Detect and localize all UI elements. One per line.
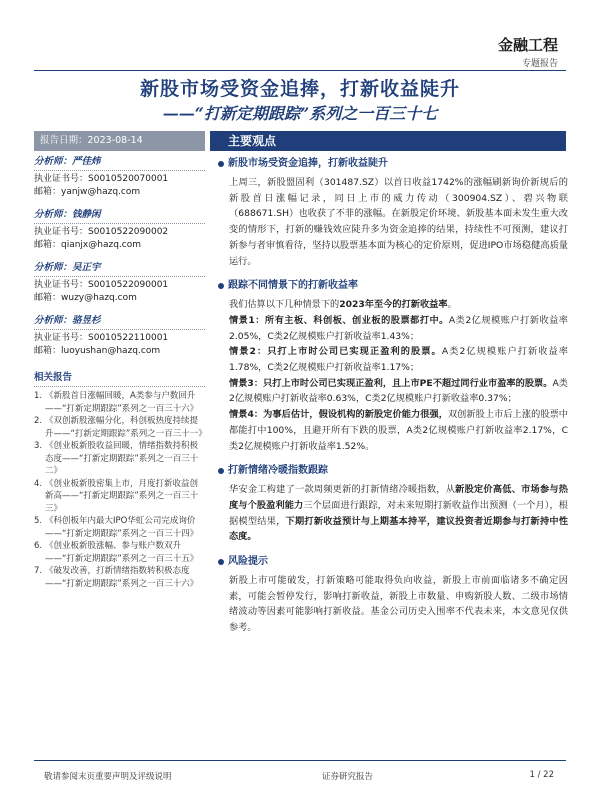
scenario-4 (218, 407, 568, 454)
analyst-card (34, 261, 205, 304)
section-paragraph (218, 482, 568, 545)
para-bold: 新股定价高低、市场参与热度与个股盈利能力 (229, 484, 568, 511)
section-paragraph: 上周三，新股盟固利（301487.SZ）以首日收益1742%的涨幅刷新询价新规后的新股首日涨幅记录，同日上市的威力传动（300904.SZ）、碧兴物联（688671.SH）也收获了不菲的涨幅。在新股定价环境、新股基本面未发生重大改变的情形下，打新的赚钱效应陡升多为资金追捧的结果，持续性不可预测，建议打新参与者审慎看待，坚持以股票基本面为核心的定价原则，促进IPO市场稳健高质量运行。 (229, 177, 568, 267)
section-scenarios (218, 279, 568, 454)
key-views-bar: 主要观点 (210, 131, 566, 151)
analyst-email[interactable]: 邮箱：luoyushan@hazq.com (34, 345, 161, 356)
analyst-name: 分析师：钱静闲 (34, 209, 101, 220)
footer-report-type: 证券研究报告 (322, 772, 374, 782)
scenario-text: 双创新股上市后上涨的股票中都能打中100%，且避开所有下跌的股票，A类2亿规模账户打新收益率2.17%，C类2亿规模账户打新收益率1.52%。 (229, 409, 568, 452)
analyst-divider (34, 329, 205, 330)
footer-page-number: 1 / 22 (529, 770, 554, 780)
section-ipo-market (218, 157, 568, 269)
related-report-num: 5. (34, 516, 43, 526)
report-title: 新股市场受资金追捧，打新收益陡升 (139, 78, 460, 100)
related-report-item[interactable] (34, 565, 205, 590)
analyst-cert: 执业证书号：S0010522090001 (34, 280, 169, 290)
scenario-label: 情景4：为事后估计，假设机构的新股定价能力很强， (229, 409, 448, 421)
analyst-divider (34, 170, 205, 171)
report-subtitle: ——“打新定期跟踪”系列之一百三十七 (162, 104, 438, 123)
analyst-divider (34, 276, 205, 277)
related-report-num: 2. (34, 416, 43, 426)
scenario-label: 情景2：只打上市时公司已实现正盈利的股票。 (229, 346, 442, 358)
related-report-text: 《创业板新股密集上市，月度打新收益创新高——“打新定期跟踪”系列之一百三十三》 (45, 478, 199, 514)
related-report-num: 1. (34, 391, 43, 401)
analyst-email[interactable]: 邮箱：wuzy@hazq.com (34, 292, 137, 303)
related-report-item[interactable] (34, 390, 205, 415)
related-report-item[interactable] (34, 415, 205, 440)
analyst-email[interactable]: 邮箱：qianjx@hazq.com (34, 239, 141, 250)
scenario-text: A类2亿规模账户打新收益率2.05%，C类2亿规模账户打新收益率1.43%； (229, 314, 568, 342)
scenario-2 (218, 344, 568, 375)
scenario-intro (218, 297, 568, 313)
section-heading (218, 464, 568, 478)
section-heading-text: 新股市场受资金追捧，打新收益陡升 (228, 158, 388, 169)
related-reports-title: 相关报告 (34, 372, 73, 383)
section-risk (218, 555, 568, 636)
related-report-text: 《破发改善，打新情绪指数转积极态度——“打新定期跟踪”系列之一百三十六》 (45, 566, 199, 589)
footer-disclaimer: 敬请参阅末页重要声明及评级说明 (44, 772, 172, 782)
section-heading-text: 打新情绪冷暖指数跟踪 (228, 465, 328, 477)
section-heading (218, 157, 568, 171)
section-sentiment-index (218, 464, 568, 545)
analyst-card (34, 208, 205, 251)
related-report-item[interactable] (34, 515, 205, 540)
sidebar (34, 155, 205, 590)
scenario-label: 情景1：所有主板、科创板、创业板的股票都打中。 (229, 314, 449, 326)
para-text: 华安金工构建了一款周频更新的打新情绪冷暖指数，从 (229, 484, 456, 496)
scenario-text: A类2亿规模账户打新收益率0.63%，C类2亿规模账户打新收益率0.37%； (229, 377, 568, 405)
section-heading-text: 风险提示 (228, 556, 268, 568)
related-report-item[interactable] (34, 540, 205, 565)
analyst-cert: 执业证书号：S0010522110001 (34, 333, 169, 343)
section-heading (218, 279, 568, 293)
related-report-text: 《新股首日涨幅回暖，A类参与户数回升——“打新定期跟踪”系列之一百三十六》 (45, 391, 199, 414)
scenario-text: A类2亿规模账户打新收益率1.78%，C类2亿规模账户打新收益率1.17%； (229, 346, 568, 374)
analyst-name: 分析师：吴正宇 (34, 262, 101, 273)
scenario-3 (218, 376, 568, 407)
bullet-icon (218, 559, 224, 565)
report-category: 金融工程 (497, 36, 558, 54)
analyst-name: 分析师：严佳炜 (34, 156, 101, 167)
report-date-bar: 报告日期：2023-08-14 (34, 131, 205, 151)
related-report-num: 3. (34, 441, 43, 451)
scenario-label: 情景3：只打上市时公司已实现正盈利，且上市PE不超过同行业市盈率的股票。 (229, 377, 553, 389)
intro-text: 我们估算以下几种情景下的 (229, 299, 340, 311)
related-report-num: 7. (34, 566, 43, 576)
related-divider (34, 386, 205, 387)
related-report-num: 4. (34, 478, 43, 489)
related-report-text: 《双创新股涨幅分化，科创板热度持续提升——“打新定期跟踪”系列之一百三十一》 (45, 416, 207, 439)
para-text: 三个层面进行跟踪，对未来短期打新收益作出预测（一个月），根据模型结果， (229, 499, 568, 527)
intro-end: 。 (447, 299, 457, 311)
header-divider (34, 70, 566, 71)
analyst-cert: 执业证书号：S0010522090002 (34, 227, 169, 237)
analyst-card (34, 314, 205, 357)
section-paragraph: 新股上市可能破发，打新策略可能取得负向收益，新股上市前面临诸多不确定因素，可能会暂停发行，影响打新收益，新股上市数量、申购新股人数、二级市场情绪波动等因素可能影响打新收益。基金公司历史入围率不代表未来，本文意见仅供参考。 (229, 575, 568, 634)
footer-divider (34, 760, 566, 761)
bullet-icon (218, 283, 224, 289)
bullet-icon (218, 161, 224, 167)
analyst-email[interactable]: 邮箱：yanjw@hazq.com (34, 186, 141, 197)
scenario-1 (218, 313, 568, 344)
section-heading (218, 555, 568, 569)
analyst-card (34, 155, 205, 198)
report-subcategory: 专题报告 (521, 59, 558, 69)
intro-bold: 2023年至今的打新收益率 (339, 299, 448, 311)
main-content (218, 157, 568, 646)
bullet-icon (218, 468, 224, 474)
related-report-text: 《创业板新股涨幅、参与账户数双升——“打新定期跟踪”系列之一百三十五》 (45, 541, 199, 564)
related-report-text: 《科创板年内最大IPO华虹公司完成询价——“打新定期跟踪”系列之一百三十四》 (45, 516, 199, 539)
related-report-item[interactable] (34, 478, 205, 516)
para-bold: 下期打新收益预计与上期基本持平，建议投资者近期参与打新持中性态度。 (229, 515, 569, 543)
analyst-divider (34, 223, 205, 224)
related-report-num: 6. (34, 541, 43, 551)
section-heading-text: 跟踪不同情景下的打新收益率 (228, 280, 358, 292)
related-report-text: 《创业板新股收益回暖，情绪指数持积极态度——“打新定期跟踪”系列之一百三十二》 (45, 441, 199, 476)
analyst-name: 分析师：骆昱杉 (34, 315, 101, 326)
related-report-item[interactable] (34, 440, 205, 478)
analyst-cert: 执业证书号：S0010520070001 (34, 174, 169, 184)
